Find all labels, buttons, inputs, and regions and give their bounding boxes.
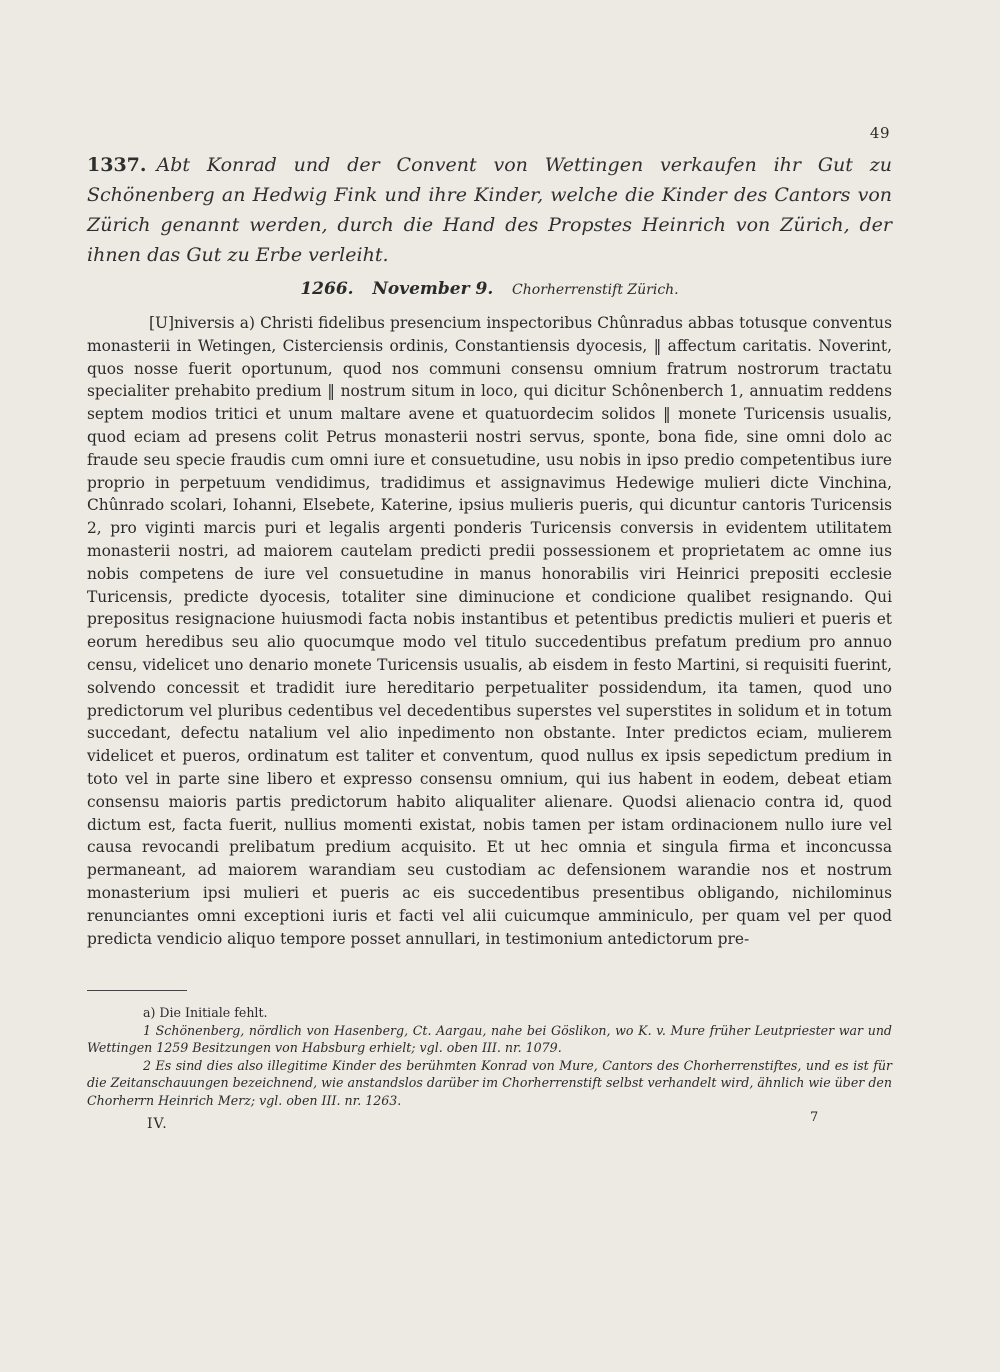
charter-text [87,312,892,950]
dateline-date: November 9. [372,279,494,299]
document-number: 1337. [87,154,147,176]
document-summary: Abt Konrad und der Convent von Wettingen verkaufen ihr Gut zu Schönenberg an Hedwig Fink und ihre Kinder, welche die Kinder des Cantors von Zürich genannt werden, durch die Hand des Propstes Heinrich von Zürich, der ihnen das Gut zu Erbe verleiht. [87,154,892,266]
footnote-1: 1 Schönenberg, nördlich von Hasenberg, Ct. Aargau, nahe bei Göslikon, wo K. v. Mure früher Leutpriester war und Wettingen 1259 Besitzungen von Habsburg erhielt; vgl. oben III. nr. 1079. [87,1022,892,1055]
dateline [87,276,892,303]
dateline-year: 1266. [300,279,354,299]
volume-signature: IV. [147,1116,168,1132]
dateline-place: Chorherrenstift Zürich. [512,282,679,298]
sheet-signature: 7 [810,1110,819,1125]
footnote-2: 2 Es sind dies also illegitime Kinder des berühmten Konrad von Mure, Cantors des Chorherrenstiftes, und es ist für die Zeitanschauungen bezeichnend, wie anstandslos darüber im Chorherrenstift selbst verhandelt wird, ähnlich wie über den Chorherrn Heinrich Merz; vgl. oben III. nr. 1263. [87,1057,892,1108]
footnote-a: a) Die Initiale fehlt. [143,1005,268,1020]
footnote-divider [87,990,187,991]
footnotes [87,1004,892,1109]
charter-paragraph: [U]niversis a) Christi fidelibus presencium inspectoribus Chûnradus abbas totusque conventus monasterii in Wetingen, Cisterciensis ordinis, Constantiensis dyocesis, ‖ affectum caritatis. Noverint, quos nosse fuerit oportunum, quod nos communi consensu omnium fratrum nostrorum tractatu specialiter prehabito predium ‖ nostrum situm in loco, qui dicitur Schônenberch 1, annuatim reddens septem modios tritici et unum maltare avene et quatuordecim solidos ‖ monete Turicensis usualis, quod eciam ad presens colit Petrus monasterii nostri servus, sponte, bona fide, sine omni dolo ac fraude seu specie fraudis cum omni iure et consuetudine, usu nobis in ipso predio competentibus iure proprio in perpetuum vendidimus, tradidimus et assignavimus Hedewige mulieri dicte Vinchina, Chûnrado scolari, Iohanni, Elsebete, Katerine, ipsius mulieris pueris, qui dicuntur cantoris Turicensis 2, pro viginti marcis puri et legalis argenti ponderis Turicensis conversis in evidentem utilitatem monasterii nostri, ad maiorem cautelam predicti predii possessionem et proprietatem ac omne ius nobis competens de iure vel consuetudine in manus honorabilis viri Heinrici prepositi ecclesie Turicensis, predicte dyocesis, totaliter sine diminucione et condicione qualibet resignando. Qui prepositus resignacione huiusmodi facta nobis instantibus et petentibus predictis mulieri et pueris et eorum heredibus seu alio quocumque modo vel titulo succedentibus prefatum predium pro annuo censu, videlicet uno denario monete Turicensis usualis, ab eisdem in festo Martini, si requisiti fuerint, solvendo concessit et tradidit iure hereditario perpetualiter possidendum, ita tamen, quod uno predictorum vel pluribus cedentibus vel decedentibus superstes vel superstites in solidum et in totum succedant, defectu natalium vel alio inpedimento non obstante. Inter predictos eciam, mulierem videlicet et pueros, ordinatum est taliter et conventum, quod nullus ex ipsis sepedictum predium in toto vel in parte sine libero et expresso consensu omnium, qui ius habent in eodem, debeat etiam consensu maioris partis predictorum habito aliqualiter alienare. Quodsi alienacio contra id, quod dictum est, facta fuerit, nullius momenti existat, nobis tamen per istam ordinacionem nullo iure vel causa revocandi prelibatum predium acquisito. Et ut hec omnia et singula firma et inconcussa permaneant, ad maiorem warandiam seu custodiam ac defensionem warandie nos et nostrum monasterium ipsi mulieri et pueris ac eis succedentibus presentibus obligando, nichilominus renunciantes omni exceptioni iuris et facti vel alii cuicumque amminiculo, per quam vel per quod predicta vendicio aliquo tempore posset annullari, in testimonium antedictorum pre- [87,314,892,948]
page-number: 49 [869,124,890,142]
document-heading [87,150,892,270]
